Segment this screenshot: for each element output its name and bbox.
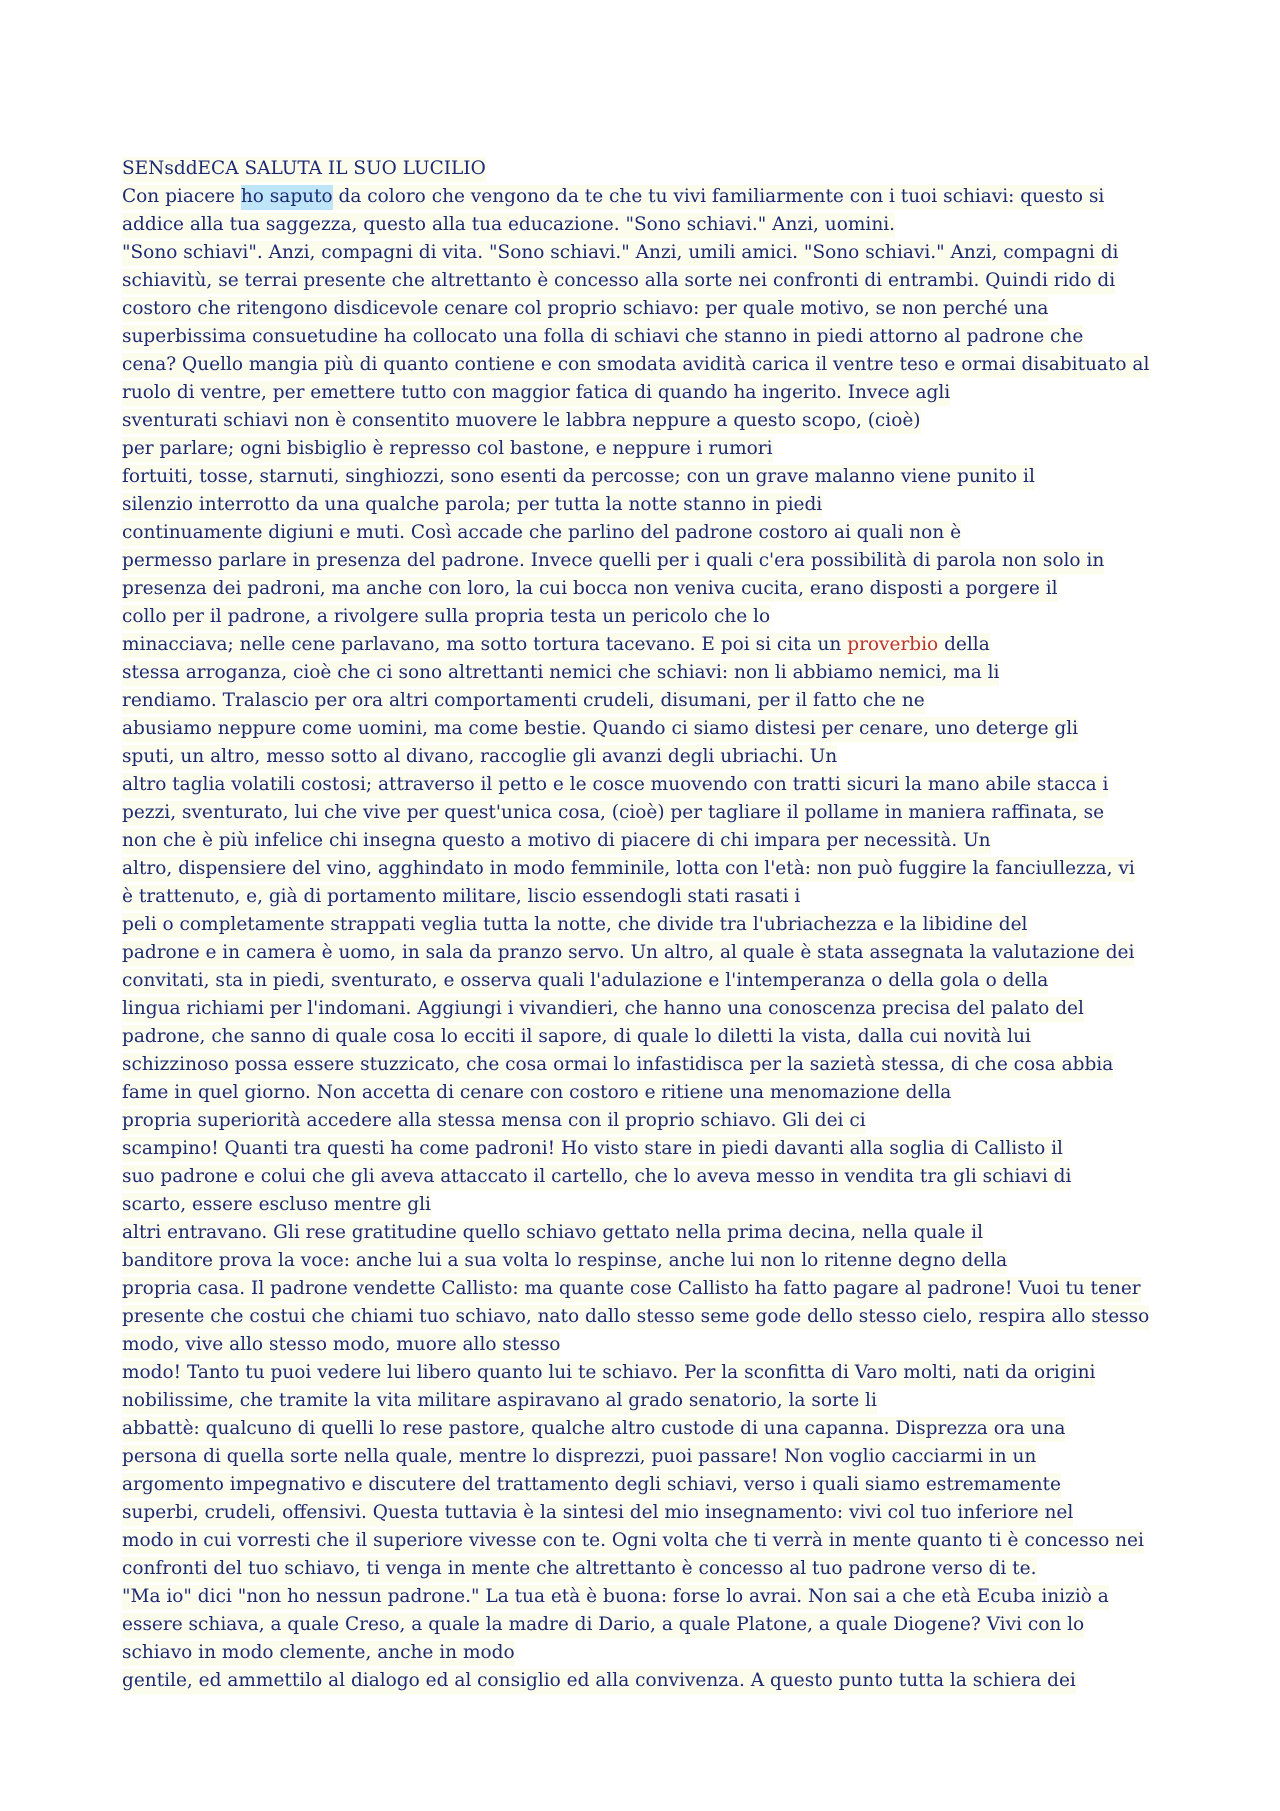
text-segment: cena? Quello mangia più di quanto contiene e con smodata avidità carica il ventre teso e ormai disabituato al: [122, 353, 1149, 378]
text-line: [122, 491, 1202, 519]
text-line: [122, 855, 1202, 883]
text-segment: scampino! Quanti tra questi ha come padroni! Ho visto stare in piedi davanti alla soglia di Callisto il: [122, 1137, 1063, 1162]
text-segment: è trattenuto, e, già di portamento militare, liscio essendogli stati rasati i: [122, 885, 800, 910]
text-segment: confronti del tuo schiavo, ti venga in mente che altrettanto è concesso al tuo padrone verso di te.: [122, 1557, 1037, 1582]
text-segment: persona di quella sorte nella quale, mentre lo disprezzi, puoi passare! Non voglio cacciarmi in un: [122, 1445, 1036, 1470]
text-segment: sventurati schiavi non è consentito muovere le labbra neppure a questo scopo, (cioè): [122, 409, 921, 434]
text-segment: propria superiorità accedere alla stessa mensa con il proprio schiavo. Gli dei ci: [122, 1109, 866, 1134]
text-line: [122, 1275, 1202, 1303]
text-segment: convitati, sta in piedi, sventurato, e osserva quali l'adulazione e l'intemperanza o della gola o della: [122, 969, 1048, 994]
text-line: [122, 631, 1202, 659]
text-segment: argomento impegnativo e discutere del trattamento degli schiavi, verso i quali siamo estremamente: [122, 1473, 1061, 1498]
text-line: [122, 1107, 1202, 1135]
text-line: [122, 575, 1202, 603]
text-line: [122, 743, 1202, 771]
text-line: [122, 1611, 1202, 1639]
text-line: [122, 407, 1202, 435]
text-line: [122, 1499, 1202, 1527]
text-line: [122, 603, 1202, 631]
text-line: [122, 435, 1202, 463]
text-line: [122, 547, 1202, 575]
text-segment: "Sono schiavi". Anzi, compagni di vita. "Sono schiavi." Anzi, umili amici. "Sono schiavi." Anzi, compagni di: [122, 241, 1118, 266]
highlighted-text: ho saputo: [241, 185, 333, 210]
text-segment: Con piacere: [122, 185, 241, 210]
text-segment: pezzi, sventurato, lui che vive per quest'unica cosa, (cioè) per tagliare il pollame in maniera raffinata, se: [122, 801, 1104, 826]
text-segment: permesso parlare in presenza del padrone. Invece quelli per i quali c'era possibilità di parola non solo in: [122, 549, 1104, 574]
text-segment: altro taglia volatili costosi; attraverso il petto e le cosce muovendo con tratti sicuri la mano abile stacca i: [122, 773, 1108, 798]
text-segment: SENsddECA SALUTA IL SUO LUCILIO: [122, 157, 486, 182]
text-line: [122, 1527, 1202, 1555]
text-line: [122, 827, 1202, 855]
text-segment: banditore prova la voce: anche lui a sua volta lo respinse, anche lui non lo ritenne degno della: [122, 1249, 1007, 1274]
text-line: [122, 883, 1202, 911]
text-line: [122, 659, 1202, 687]
text-line: [122, 351, 1202, 379]
text-segment: collo per il padrone, a rivolgere sulla propria testa un pericolo che lo: [122, 605, 770, 630]
text-line: [122, 771, 1202, 799]
text-segment: continuamente digiuni e muti. Così accade che parlino del padrone costoro ai quali non è: [122, 521, 961, 546]
text-segment: superbi, crudeli, offensivi. Questa tuttavia è la sintesi del mio insegnamento: vivi col tuo inferiore nel: [122, 1501, 1073, 1526]
text-line: [122, 379, 1202, 407]
text-segment: presenza dei padroni, ma anche con loro, la cui bocca non veniva cucita, erano disposti a porgere il: [122, 577, 1058, 602]
letter-heading: [122, 155, 1202, 183]
text-line: [122, 1667, 1202, 1695]
text-line: [122, 995, 1202, 1023]
text-line: [122, 211, 1202, 239]
text-line: [122, 183, 1202, 211]
text-segment: stessa arroganza, cioè che ci sono altrettanti nemici che schiavi: non li abbiamo nemici, ma li: [122, 661, 999, 686]
text-line: [122, 267, 1202, 295]
text-line: [122, 1023, 1202, 1051]
text-segment: nobilissime, che tramite la vita militare aspiravano al grado senatorio, la sorte li: [122, 1389, 877, 1414]
text-segment: essere schiava, a quale Creso, a quale la madre di Dario, a quale Platone, a quale Diogene? Vivi con lo: [122, 1613, 1084, 1638]
text-line: [122, 967, 1202, 995]
text-segment: non che è più infelice chi insegna questo a motivo di piacere di chi impara per necessità. Un: [122, 829, 991, 854]
text-segment: schizzinoso possa essere stuzzicato, che cosa ormai lo infastidisca per la sazietà stessa, di che cosa abbia: [122, 1053, 1113, 1078]
text-segment: propria casa. Il padrone vendette Callisto: ma quante cose Callisto ha fatto pagare al padrone! Vuoi tu tener: [122, 1277, 1141, 1302]
text-line: [122, 1471, 1202, 1499]
text-segment: rendiamo. Tralascio per ora altri comportamenti crudeli, disumani, per il fatto che ne: [122, 689, 925, 714]
text-segment: per parlare; ogni bisbiglio è represso col bastone, e neppure i rumori: [122, 437, 773, 462]
text-segment: ruolo di ventre, per emettere tutto con maggior fatica di quando ha ingerito. Invece agli: [122, 381, 950, 406]
text-segment: padrone, che sanno di quale cosa lo ecciti il sapore, di quale lo diletti la vista, dalla cui novità lui: [122, 1025, 1031, 1050]
text-line: [122, 1639, 1202, 1667]
text-segment: fame in quel giorno. Non accetta di cenare con costoro e ritiene una menomazione della: [122, 1081, 951, 1106]
text-segment: suo padrone e colui che gli aveva attaccato il cartello, che lo aveva messo in vendita tra gli schiavi di: [122, 1165, 1071, 1190]
text-segment: sputi, un altro, messo sotto al divano, raccoglie gli avanzi degli ubriachi. Un: [122, 745, 837, 770]
text-segment: minacciava; nelle cene parlavano, ma sotto tortura tacevano. E poi si cita un: [122, 633, 847, 658]
text-line: [122, 1583, 1202, 1611]
text-line: [122, 295, 1202, 323]
text-segment: altro, dispensiere del vino, agghindato in modo femminile, lotta con l'età: non può fuggire la fanciullezza, vi: [122, 857, 1135, 882]
text-segment: presente che costui che chiami tuo schiavo, nato dallo stesso seme gode dello stesso cielo, respira allo stesso: [122, 1305, 1149, 1330]
text-line: [122, 1051, 1202, 1079]
text-segment: peli o completamente strappati veglia tutta la notte, che divide tra l'ubriachezza e la libidine del: [122, 913, 1027, 938]
text-line: [122, 1219, 1202, 1247]
text-segment: modo, vive allo stesso modo, muore allo stesso: [122, 1333, 560, 1358]
text-line: [122, 1135, 1202, 1163]
text-segment: silenzio interrotto da una qualche parola; per tutta la notte stanno in piedi: [122, 493, 822, 518]
text-line: [122, 519, 1202, 547]
text-segment: scarto, essere escluso mentre gli: [122, 1193, 431, 1218]
text-segment: addice alla tua saggezza, questo alla tua educazione. "Sono schiavi." Anzi, uomini.: [122, 213, 895, 238]
text-segment: da coloro che vengono da te che tu vivi familiarmente con i tuoi schiavi: questo si: [333, 185, 1105, 210]
text-line: [122, 1247, 1202, 1275]
letter-body: [122, 155, 1202, 1695]
text-line: [122, 1191, 1202, 1219]
text-line: [122, 1359, 1202, 1387]
text-segment: altri entravano. Gli rese gratitudine quello schiavo gettato nella prima decina, nella quale il: [122, 1221, 983, 1246]
text-line: [122, 1303, 1202, 1331]
text-segment: gentile, ed ammettilo al dialogo ed al consiglio ed alla convivenza. A questo punto tutta la schiera dei: [122, 1669, 1076, 1694]
text-line: [122, 1079, 1202, 1107]
text-segment: costoro che ritengono disdicevole cenare col proprio schiavo: per quale motivo, se non perché una: [122, 297, 1048, 322]
text-segment: superbissima consuetudine ha collocato una folla di schiavi che stanno in piedi attorno al padrone che: [122, 325, 1083, 350]
text-line: [122, 239, 1202, 267]
text-line: [122, 939, 1202, 967]
text-line: [122, 1163, 1202, 1191]
text-line: [122, 1555, 1202, 1583]
text-segment: schiavitù, se terrai presente che altrettanto è concesso alla sorte nei confronti di entrambi. Quindi rido di: [122, 269, 1115, 294]
text-segment: abusiamo neppure come uomini, ma come bestie. Quando ci siamo distesi per cenare, uno deterge gli: [122, 717, 1078, 742]
text-segment: schiavo in modo clemente, anche in modo: [122, 1641, 515, 1666]
text-segment: padrone e in camera è uomo, in sala da pranzo servo. Un altro, al quale è stata assegnata la valutazione dei: [122, 941, 1134, 966]
text-segment: lingua richiami per l'indomani. Aggiungi i vivandieri, che hanno una conoscenza precisa del palato del: [122, 997, 1084, 1022]
text-line: [122, 687, 1202, 715]
text-segment: fortuiti, tosse, starnuti, singhiozzi, sono esenti da percosse; con un grave malanno viene punito il: [122, 465, 1035, 490]
text-line: [122, 799, 1202, 827]
text-line: [122, 1415, 1202, 1443]
text-segment: modo! Tanto tu puoi vedere lui libero quanto lui te schiavo. Per la sconfitta di Varo molti, nati da origini: [122, 1361, 1095, 1386]
text-segment: "Ma io" dici "non ho nessun padrone." La tua età è buona: forse lo avrai. Non sai a che età Ecuba iniziò a: [122, 1585, 1109, 1610]
text-line: [122, 1331, 1202, 1359]
text-line: [122, 323, 1202, 351]
text-segment: abbattè: qualcuno di quelli lo rese pastore, qualche altro custode di una capanna. Disprezza ora una: [122, 1417, 1065, 1442]
red-marked-text: proverbio: [847, 633, 938, 658]
text-line: [122, 911, 1202, 939]
text-segment: della: [938, 633, 990, 658]
text-line: [122, 1387, 1202, 1415]
text-line: [122, 1443, 1202, 1471]
text-line: [122, 715, 1202, 743]
text-line: [122, 463, 1202, 491]
text-segment: modo in cui vorresti che il superiore vivesse con te. Ogni volta che ti verrà in mente quanto ti è concesso nei: [122, 1529, 1144, 1554]
